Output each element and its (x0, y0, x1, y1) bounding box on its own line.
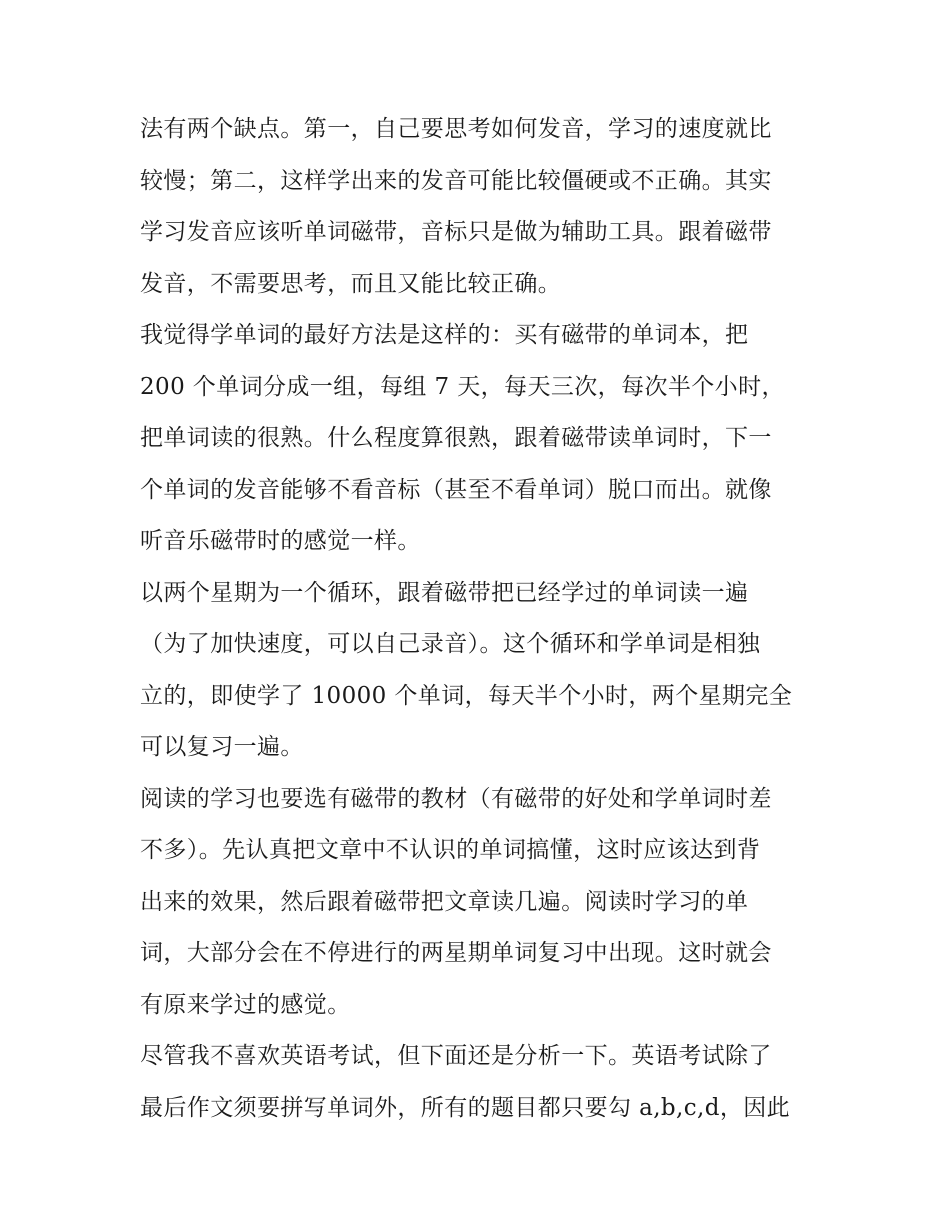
text-line: 法有两个缺点。第一，自己要思考如何发音，学习的速度就比 (140, 116, 772, 142)
document-body (140, 104, 820, 1134)
text-line: 词，大部分会在不停进行的两星期单词复习中出现。这时就会 (140, 940, 772, 966)
text-line: 阅读的学习也要选有磁带的教材（有磁带的好处和学单词时差 (140, 785, 772, 812)
text-line: 最后作文须要拼写单词外，所有的题目都只要勾 a,b,c,d，因此 (140, 1094, 791, 1121)
text-line: 发音，不需要思考，而且又能比较正确。 (140, 270, 562, 297)
text-line: 较慢；第二，这样学出来的发音可能比较僵硬或不正确。其实 (140, 167, 772, 194)
text-line: 可以复习一遍。 (140, 734, 304, 760)
text-line: 听音乐磁带时的感觉一样。 (140, 528, 421, 554)
text-line: 学习发音应该听单词磁带，音标只是做为辅助工具。跟着磁带 (140, 219, 772, 245)
text-line: 出来的效果，然后跟着磁带把文章读几遍。阅读时学习的单 (140, 888, 749, 915)
text-line: 我觉得学单词的最好方法是这样的：买有磁带的单词本，把 (140, 322, 749, 348)
text-line: 把单词读的很熟。什么程度算很熟，跟着磁带读单词时，下一 (140, 425, 772, 451)
text-line: 立的，即使学了 10000 个单词，每天半个小时，两个星期完全 (140, 682, 793, 709)
text-line: 不多）。先认真把文章中不认识的单词搞懂，这时应该达到背 (140, 837, 761, 863)
text-line: 200 个单词分成一组，每组 7 天，每天三次，每次半个小时， (140, 373, 785, 400)
text-line: 尽管我不喜欢英语考试，但下面还是分析一下。英语考试除了 (140, 1043, 772, 1069)
text-line: 以两个星期为一个循环，跟着磁带把已经学过的单词读一遍 (140, 579, 749, 606)
text-line: 个单词的发音能够不看音标（甚至不看单词）脱口而出。就像 (140, 476, 772, 503)
text-line: （为了加快速度，可以自己录音）。这个循环和学单词是相独 (140, 631, 761, 657)
text-line: 有原来学过的感觉。 (140, 991, 351, 1018)
